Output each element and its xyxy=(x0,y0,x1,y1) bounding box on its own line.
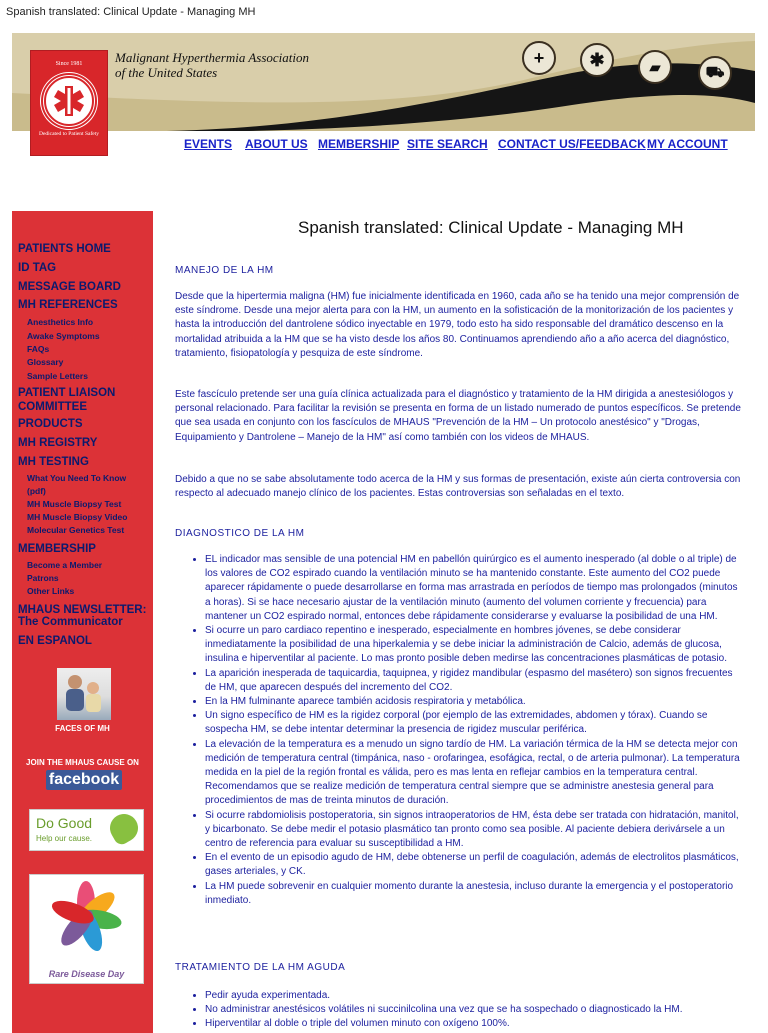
diagnosis-list xyxy=(175,553,745,908)
nav-site-search[interactable]: SITE SEARCH xyxy=(407,137,488,151)
sidebar-item-message-board[interactable]: MESSAGE BOARD xyxy=(18,281,121,293)
logo-since-text: Since 1981 xyxy=(55,61,83,67)
sidebar-subitem-sample-letters[interactable]: Sample Letters xyxy=(27,371,88,381)
hands-icon xyxy=(30,875,143,961)
sidebar-subitem-pdf[interactable]: (pdf) xyxy=(27,486,46,496)
nav-membership[interactable]: MEMBERSHIP xyxy=(318,137,400,151)
sidebar-item-id-tag[interactable]: ID TAG xyxy=(18,262,57,274)
rare-disease-day-banner[interactable] xyxy=(29,874,144,984)
section-heading-manejo: MANEJO DE LA HM xyxy=(175,265,274,276)
sidebar-item-mh-testing[interactable]: MH TESTING xyxy=(18,456,89,468)
join-cause-label: JOIN THE MHAUS CAUSE ON xyxy=(26,758,139,767)
section-heading-tratamiento: TRATAMIENTO DE LA HM AGUDA xyxy=(175,962,346,973)
nav-my-account[interactable]: MY ACCOUNT xyxy=(647,137,728,151)
sidebar xyxy=(12,211,153,1033)
sidebar-subitem-what-you-need[interactable]: What You Need To Know xyxy=(27,473,127,483)
heart-icon xyxy=(105,809,143,847)
paragraph-controversy: Debido a que no se sabe absolutamente todo acerca de la HM y sus formas de presentación, existe aún cierta controversia con respecto al adecuado manejo clínico de los pacientes. Estas controversias son señaladas en el texto. xyxy=(175,474,741,500)
do-good-banner[interactable] xyxy=(29,809,144,851)
list-item: • Hiperventilar al doble o triple del volumen minuto con oxígeno 100%. xyxy=(205,1017,745,1031)
page-title: Spanish translated: Clinical Update - Managing MH xyxy=(298,218,684,237)
sidebar-item-en-espanol[interactable]: EN ESPANOL xyxy=(18,635,92,647)
list-item: • No administrar anestésicos volátiles ni succinilcolina una vez que se ha sospechado o diagnosticado la HM. xyxy=(205,1003,745,1017)
list-item: • Un signo específico de HM es la rigidez corporal (por ejemplo de las extremidades, abdomen y tórax). Cuando se sospecha HM, se debe intentar determinar la presencia de rigidez muscular periférica. xyxy=(205,709,745,737)
sidebar-item-communicator[interactable]: The Communicator xyxy=(18,616,123,628)
list-item: • La HM puede sobrevenir en cualquier momento durante la anestesia, incluso durante la emergencia y el postoperatorio inmediato. xyxy=(205,880,745,908)
sidebar-subitem-faqs[interactable]: FAQs xyxy=(27,344,50,354)
sidebar-item-mh-references[interactable]: MH REFERENCES xyxy=(18,299,118,311)
facebook-button[interactable]: facebook xyxy=(46,770,122,790)
faces-of-mh-photo[interactable] xyxy=(57,668,111,720)
sidebar-subitem-muscle-biopsy-video[interactable]: MH Muscle Biopsy Video xyxy=(27,512,128,522)
sidebar-subitem-become-member[interactable]: Become a Member xyxy=(27,560,103,570)
sidebar-subitem-other-links[interactable]: Other Links xyxy=(27,586,75,596)
treatment-list xyxy=(175,989,745,1032)
sidebar-item-patient-liaison[interactable]: PATIENT LIAISON xyxy=(18,387,116,399)
site-header xyxy=(12,33,755,198)
plus-icon[interactable]: + xyxy=(522,41,556,75)
mhaus-logo[interactable] xyxy=(30,50,108,156)
family-photo-icon xyxy=(57,668,111,720)
organization-name xyxy=(115,50,309,80)
do-good-title: Do Good xyxy=(36,815,93,831)
org-name-line2: of the United States xyxy=(115,65,218,80)
sidebar-subitem-muscle-biopsy-test[interactable]: MH Muscle Biopsy Test xyxy=(27,499,122,509)
sidebar-item-products[interactable]: PRODUCTS xyxy=(18,418,83,430)
cart-icon[interactable]: ⛟ xyxy=(698,56,732,90)
list-item: • Si ocurre rabdomiolisis postoperatoria, sin signos intraoperatorios de HM, ésta debe ser tratada con hidratación, manitol, y bicarbonato. Se debe medir el potasio plasmático tan pronto como sea posible. Al paciente debiera derivársele a un centro de referencia para evaluar su susceptibilidad a HM. xyxy=(205,809,745,852)
sidebar-item-patients-home[interactable]: PATIENTS HOME xyxy=(18,243,111,255)
sidebar-item-newsletter[interactable]: MHAUS NEWSLETTER: xyxy=(18,604,147,616)
asterisk-icon[interactable]: ✱ xyxy=(580,43,614,77)
list-item: • EL indicador mas sensible de una potencial HM en pabellón quirúrgico es el aumento inesperado (al doble o al triple) de los valores de CO2 espirado cuando la ventilación minuto se ha mantenido constante. Este aumento del CO2 puede aparecer rápidamente o puede desarrollarse en forma mas arrastrada en períodos de tiempo mas prolongados (minutos a horas). Si se hace necesario ajustar de la ventilación minuto (aumento del volumen corriente y frecuencia) para mantener un CO2 espirado normal, entonces debe rápidamente considerarse y evaluarse la posibilidad de una HM. xyxy=(205,553,745,624)
list-item: • Si ocurre un paro cardiaco repentino e inesperado, especialmente en hombres jóvenes, se debe considerar inmediatamente la posibilidad de una hiperkalemia y se debe iniciar la administración de Calcio, además de glucosa, insulina e hiperventilar al paciente. Lo mas pronto posible deben medirse las concentraciones plasmáticas de potasio. xyxy=(205,624,745,667)
sidebar-item-committee[interactable]: COMMITTEE xyxy=(18,401,87,413)
list-item: • La aparición inesperada de taquicardia, taquipnea, y rigidez mandibular (espasmo del masétero) son signos frecuentes de HM, que aparecen después del incremento del CO2. xyxy=(205,667,745,695)
book-icon[interactable]: ▰ xyxy=(638,50,672,84)
sidebar-subitem-patrons[interactable]: Patrons xyxy=(27,573,59,583)
sidebar-subitem-anesthetics-info[interactable]: Anesthetics Info xyxy=(27,317,94,327)
sidebar-subitem-molecular-genetics[interactable]: Molecular Genetics Test xyxy=(27,525,125,535)
star-of-life-icon xyxy=(43,75,95,127)
nav-contact-feedback[interactable]: CONTACT US/FEEDBACK xyxy=(498,137,646,151)
nav-events[interactable]: EVENTS xyxy=(184,137,233,151)
nav-about-us[interactable]: ABOUT US xyxy=(245,137,308,151)
list-item: • En el evento de un episodio agudo de HM, debe obtenerse un perfil de coagulación, además de electrolitos plasmáticos, gases arteriales, y CK. xyxy=(205,851,745,879)
sidebar-subitem-glossary[interactable]: Glossary xyxy=(27,357,64,367)
rare-disease-day-label: Rare Disease Day xyxy=(48,969,125,979)
sidebar-item-membership[interactable]: MEMBERSHIP xyxy=(18,543,96,555)
list-item: • La elevación de la temperatura es a menudo un signo tardío de HM. La variación térmica de la HM se detecta mejor con medición de temperatura central (timpánica, naso - orofaringea, esofágica, rectal, o de arteria pulmonar). La temperatura medida en la piel de la región frontal es válida, pero es mas lenta en reflejar cambios en la temperatura central. Recomendamos que se realize medición de temperatura central siempre que se administre anestesia general para procedimientos de mas de treinta minutos de duración. xyxy=(205,738,745,809)
main-content xyxy=(175,211,749,1033)
paragraph-purpose: Este fascículo pretende ser una guía clínica actualizada para el diagnóstico y tratamiento de la HM dirigida a anestesiólogos y personal relacionado. Para facilitar la revisión se presenta en forma de un listado numerado de puntos específicos. Se pretende que sea usada en conjunto con los fascículos de MHAUS "Prevención de la HM – Un protocolo anestésico" y "Drogas, Equipamiento y Dantrolene – Manejo de la HM" así como también con los videos de MHAUS. xyxy=(175,389,741,443)
sidebar-subitem-awake-symptoms[interactable]: Awake Symptoms xyxy=(27,331,100,341)
paragraph-intro: Desde que la hipertermia maligna (HM) fue inicialmente identificada en 1960, cada año se ha tenido una mejor comprensión de este síndrome. Desde una mejor alerta para con la HM, un aumento en la sofisticación de la monitorización de los pacientes y hasta la introducción del dantrolene sódico inyectable en 1979, todo esto ha sido responsable del dramático descenso en la mortalidad atribuida a la HM que se ha visto desde los años 80. Continuamos aprendiendo año a año acerca del diagnóstico, tratamiento, fisiopatología y pesquiza de este síndrome. xyxy=(175,291,740,359)
sidebar-item-mh-registry[interactable]: MH REGISTRY xyxy=(18,437,98,449)
faces-of-mh-label[interactable]: FACES OF MH xyxy=(55,724,110,733)
list-item: • En la HM fulminante aparece también acidosis respiratoria y metabólica. xyxy=(205,695,745,709)
list-item: • Pedir ayuda experimentada. xyxy=(205,989,745,1003)
org-name-line1: Malignant Hyperthermia Association xyxy=(115,50,310,65)
section-heading-diagnostico: DIAGNOSTICO DE LA HM xyxy=(175,528,305,539)
do-good-subtitle: Help our cause. xyxy=(36,834,93,843)
logo-seal xyxy=(41,73,97,129)
document-title: Spanish translated: Clinical Update - Managing MH xyxy=(6,6,256,18)
page-frame xyxy=(12,33,755,1033)
logo-tagline: Dedicated to Patient Safety xyxy=(38,131,100,137)
